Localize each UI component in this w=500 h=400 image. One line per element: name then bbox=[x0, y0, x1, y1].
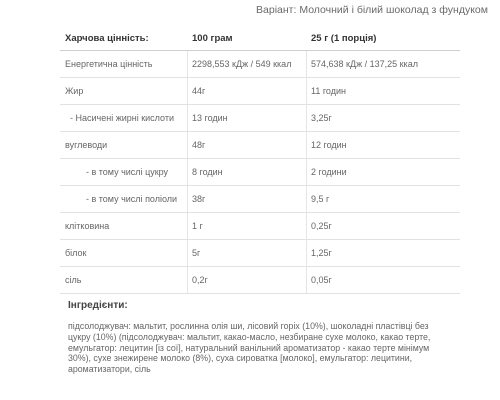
row-label: - Насичені жирні кислоти bbox=[70, 113, 174, 123]
table-row bbox=[60, 186, 460, 213]
row-label: Енергетична цінність bbox=[65, 59, 153, 69]
row-value-100g: 38г bbox=[192, 194, 206, 204]
ingredients-section bbox=[68, 300, 448, 375]
nutrition-table bbox=[60, 26, 460, 294]
row-label: Жир bbox=[65, 86, 84, 96]
row-value-serving: 11 годин bbox=[311, 86, 346, 96]
row-value-100g: 13 годин bbox=[192, 113, 228, 123]
row-label: - в тому числі поліоли bbox=[86, 194, 178, 204]
row-label: клітковина bbox=[65, 221, 110, 231]
row-label: білок bbox=[65, 248, 87, 258]
row-value-serving: 0,25г bbox=[311, 221, 332, 231]
table-row bbox=[60, 240, 460, 267]
row-label: сіль bbox=[65, 275, 82, 285]
table-row bbox=[60, 213, 460, 240]
row-value-100g: 0,2г bbox=[192, 275, 208, 285]
table-row bbox=[60, 78, 460, 105]
table-row bbox=[60, 105, 460, 132]
row-value-serving: 2 години bbox=[311, 167, 347, 177]
ingredients-title: Інгредієнти: bbox=[68, 300, 128, 311]
column-divider bbox=[187, 78, 188, 104]
table-row bbox=[60, 159, 460, 186]
row-label: вуглеводи bbox=[65, 140, 108, 150]
row-value-100g: 2298,553 кДж / 549 ккал bbox=[192, 59, 292, 69]
table-row bbox=[60, 132, 460, 159]
table-row bbox=[60, 51, 460, 78]
row-value-serving: 9,5 г bbox=[311, 194, 330, 204]
row-value-serving: 1,25г bbox=[311, 248, 332, 258]
column-divider bbox=[187, 51, 188, 77]
row-value-serving: 3,25г bbox=[311, 113, 332, 123]
row-value-serving: 0,05г bbox=[311, 275, 332, 285]
row-value-100g: 1 г bbox=[192, 221, 203, 231]
table-row bbox=[60, 267, 460, 294]
column-divider bbox=[187, 267, 188, 293]
variant-label: Варіант: Молочний і білий шоколад з фундуком bbox=[256, 4, 488, 16]
table-header-row bbox=[60, 26, 460, 51]
row-value-serving: 12 годин bbox=[311, 140, 347, 150]
header-nutrition: Харчова цінність: bbox=[65, 32, 149, 44]
row-value-100g: 48г bbox=[192, 140, 206, 150]
row-value-100g: 8 годин bbox=[192, 167, 223, 177]
row-label: - в тому числі цукру bbox=[86, 167, 169, 177]
column-divider bbox=[187, 132, 188, 158]
header-per-serving: 25 г (1 порція) bbox=[311, 32, 377, 44]
ingredients-text: підсолоджувач: мальтит, рослинна олія ши, лісовий горіх (10%), шоколадні пластівці без цукру (10%) (підсолоджувач: мальтит, какао-масло, незбиране сухе молоко, какао терте, емульгатор: лецитин [із сої], натуральний ванільний ароматизатор - какао терте мінімум 30%), сухе знежирене молоко (8%), суха сироватка [молоко], емульгатор: лецитини, ароматизатори, сіль bbox=[68, 321, 431, 375]
column-divider bbox=[187, 240, 188, 266]
row-value-100g: 44г bbox=[192, 86, 206, 96]
header-per-100g: 100 грам bbox=[192, 32, 233, 44]
column-divider bbox=[187, 213, 188, 239]
row-value-100g: 5г bbox=[192, 248, 201, 258]
row-value-serving: 574,638 кДж / 137,25 ккал bbox=[311, 59, 418, 69]
